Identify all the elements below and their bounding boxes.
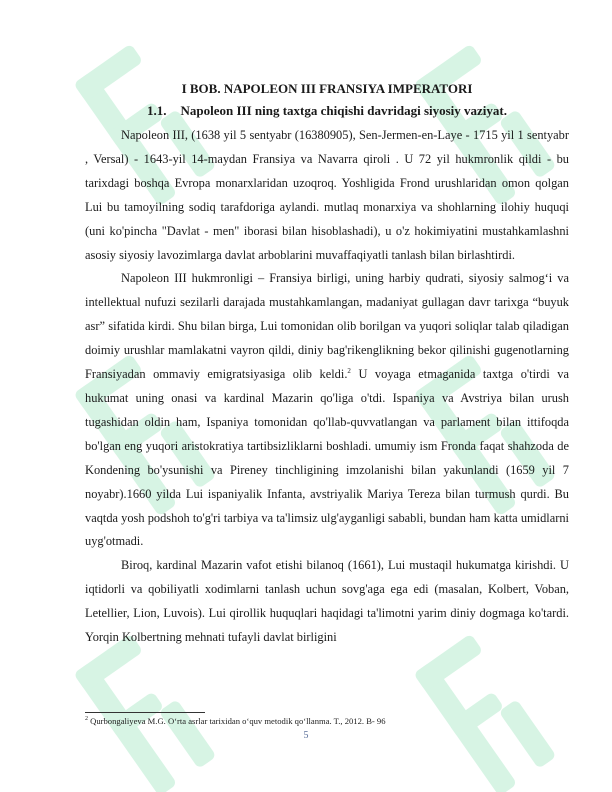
- page-number: 5: [303, 730, 309, 741]
- document-body: [85, 78, 569, 650]
- section-heading: [85, 102, 569, 120]
- section-number: 1.1.: [147, 103, 167, 118]
- paragraph: Biroq, kardinal Mazarin vafot etishi bilanoq (1661), Lui mustaqil hukumatga kirishdi. U iqtidorli va qobiliyatli xodimlarni tanlash uchun sovg'aga ega edi (masalan, Kolbert, Voban, Letellier, Lion, Luvois). Lui qirollik huquqlari haqidagi ta'limotni yarim diniy dogmaga ko'tardi. Yorqin Kolbertning mehnati tufayli davlat birligini: [85, 558, 569, 645]
- footnote: [85, 715, 569, 727]
- paragraph: [85, 267, 569, 554]
- footnote-reference[interactable]: 2: [347, 366, 351, 375]
- paragraph-text: U voyaga etmaganida taxtga o'tirdi va hukumat uning onasi va kardinal Mazarin qo'liga o'tdi. Ispaniya va Avstriya bilan urush tugashidan oldin ham, Ispaniya tomonidan qo'llab-quvvatlangan va parlament bilan ittifoqda bo'lgan eng yuqori aristokratiya tartibsizliklarni boshladi. umumiy ism Fronda faqat shahzoda de Kondening bo'ysunishi va Pireney tinchligining imzolanishi bilan yakunlandi (1659 yil 7 noyabr).1660 yilda Lui ispaniyalik Infanta, avstriyalik Mariya Tereza bilan turmush qurdi. Bu vaqtda yosh podshoh to'g'ri tarbiya va ta'limsiz ulg'ayganligi sababli, bundan ham katta umidlarni uyg'otmadi.: [85, 367, 570, 549]
- paragraph: Napoleon III, (1638 yil 5 sentyabr (16380905), Sen-Jermen-en-Laye - 1715 yil 1 sentyabr , Versal) - 1643-yil 14-maydan Fransiya va Navarra qiroli . U 72 yil hukmronlik qildi - bu tarixdagi boshqa Evropa monarxlaridan uzoqroq. Yoshligida Frond urushlaridan omon qolgan Lui bu tamoyilning sodiq tarafdoriga aylandi. mutlaq monarxiya va shohlarning ilohiy huquqi (uni ko'pincha "Davlat - men" iborasi bilan hisoblashadi), u o'z hokimiyatini mustahkamlashni asosiy siyosiy lavozimlarga davlat arboblarini muvaffaqiyatli tanlash bilan birlashtirdi.: [85, 128, 569, 262]
- footnote-mark: 2: [85, 716, 88, 723]
- paragraph-text: Napoleon III hukmronligi – Fransiya birligi, uning harbiy qudrati, siyosiy salmog‘i va intellektual nufuzi sezilarli darajada mustahkamlangan, madaniyat gullagan davr tarixga “buyuk asr” sifatida kirdi. Shu bilan birga, Lui tomonidan olib borilgan va yuqori soliqlar talab qiladigan doimiy urushlar mamlakatni vayron qildi, diniy bag'rikenglikning bekor qilinishi gugenotlarning Fransiyadan ommaviy emigratsiyasiga olib keldi.: [85, 271, 569, 382]
- footnote-text: Qurbongaliyeva M.G. O‘rta asrlar tarixidan o‘quv metodik qo‘llanma. T., 2012. B- 96: [88, 716, 386, 726]
- footnote-separator: [85, 712, 205, 713]
- section-title: Napoleon III ning taxtga chiqishi davridagi siyosiy vaziyat.: [180, 103, 507, 118]
- chapter-title: I BOB. NAPOLEON III FRANSIYA IMPERATORI: [181, 81, 473, 96]
